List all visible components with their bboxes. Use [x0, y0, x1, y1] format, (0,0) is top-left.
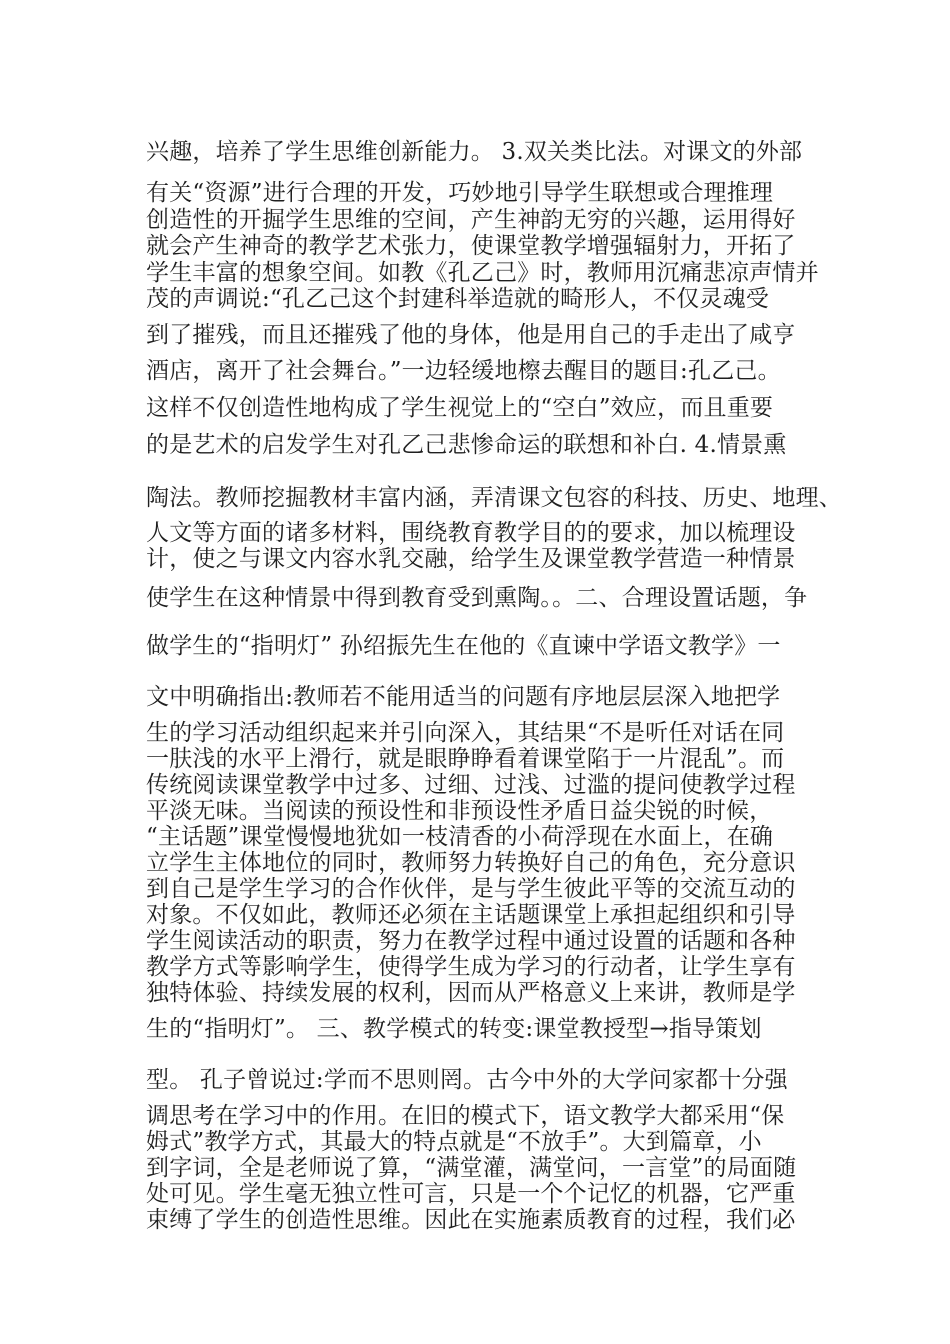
text-line: 生的“指明灯”。 三、教学模式的转变:课堂教授型→指导策划	[146, 1016, 762, 1042]
text-line: 到了摧残，而且还摧残了他的身体，他是用自己的手走出了咸亨	[146, 322, 796, 348]
text-line: 学生丰富的想象空间。如教《孔乙己》时，教师用沉痛悲凉声情并	[146, 260, 819, 286]
text-line: 文中明确指出:教师若不能用适当的问题有序地层层深入地把学	[146, 684, 781, 710]
text-line: 有关“资源”进行合理的开发，巧妙地引导学生联想或合理推理	[146, 180, 774, 206]
text-line: 调思考在学习中的作用。在旧的模式下，语文教学大都采用“保	[146, 1103, 785, 1129]
text-line: 平淡无味。当阅读的预设性和非预设性矛盾日益尖锐的时候，	[146, 798, 773, 824]
text-line: 传统阅读课堂教学中过多、过细、过浅、过滥的提问使教学过程	[146, 772, 796, 798]
text-line: 就会产生神奇的教学艺术张力，使课堂教学增强辐射力，开拓了	[146, 233, 796, 259]
text-line: 到自己是学生学习的合作伙伴，是与学生彼此平等的交流互动的	[146, 876, 796, 902]
text-line: 到字词，全是老师说了算，“满堂灌，满堂问，一言堂”的局面随	[146, 1155, 797, 1181]
text-line: 一肤浅的水平上滑行，就是眼睁睁看着课堂陷于一片混乱”。而	[146, 746, 785, 772]
text-line: 这样不仅创造性地构成了学生视觉上的“空白”效应，而且重要	[146, 395, 774, 421]
text-line: “主话题”课堂慢慢地犹如一枝清香的小荷浮现在水面上，在确	[146, 824, 774, 850]
text-line: 教学方式等影响学生，使得学生成为学习的行动者，让学生享有	[146, 954, 796, 980]
text-line: 兴趣，培养了学生思维创新能力。 3.双关类比法。对课文的外部	[146, 139, 803, 165]
text-line: 生的学习活动组织起来并引向深入，其结果“不是听任对话在同	[146, 720, 785, 746]
text-line: 学生阅读活动的职责，努力在教学过程中通过设置的话题和各种	[146, 928, 796, 954]
text-line: 型。 孔子曾说过:学而不思则罔。古今中外的大学问家都十分强	[146, 1067, 788, 1093]
text-line: 对象。不仅如此，教师还必须在主话题课堂上承担起组织和引导	[146, 902, 796, 928]
text-line: 的是艺术的启发学生对孔乙己悲惨命运的联想和补白. 4.情景熏	[146, 432, 787, 458]
text-line: 茂的声调说:“孔乙己这个封建科举造就的畸形人，不仅灵魂受	[146, 286, 770, 312]
text-line: 计，使之与课文内容水乳交融，给学生及课堂教学营造一种情景	[146, 546, 796, 572]
text-line: 使学生在这种情景中得到教育受到熏陶。。二、合理设置话题，争	[146, 585, 808, 611]
text-line: 酒店，离开了社会舞台。”一边轻缓地檫去醒目的题目:孔乙己。	[146, 358, 781, 384]
text-line: 做学生的“指明灯” 孙绍振先生在他的《直谏中学语文教学》一	[146, 633, 781, 659]
text-line: 立学生主体地位的同时，教师努力转换好自己的角色，充分意识	[146, 850, 796, 876]
text-line: 处可见。学生毫无独立性可言，只是一个个记忆的机器，它严重	[146, 1181, 796, 1207]
text-line: 人文等方面的诸多材料，围绕教育教学目的的要求，加以梳理设	[146, 520, 796, 546]
text-line: 独特体验、持续发展的权利，因而从严格意义上来讲，教师是学	[146, 980, 796, 1006]
text-line: 陶法。教师挖掘教材丰富内涵，弄清课文包容的科技、历史、地理、	[146, 485, 842, 511]
text-line: 束缚了学生的创造性思维。因此在实施素质教育的过程，我们必	[146, 1207, 796, 1233]
text-line: 姆式”教学方式，其最大的特点就是“不放手”。大到篇章，小	[146, 1129, 762, 1155]
text-line: 创造性的开掘学生思维的空间，产生神韵无穷的兴趣，运用得好	[146, 207, 796, 233]
